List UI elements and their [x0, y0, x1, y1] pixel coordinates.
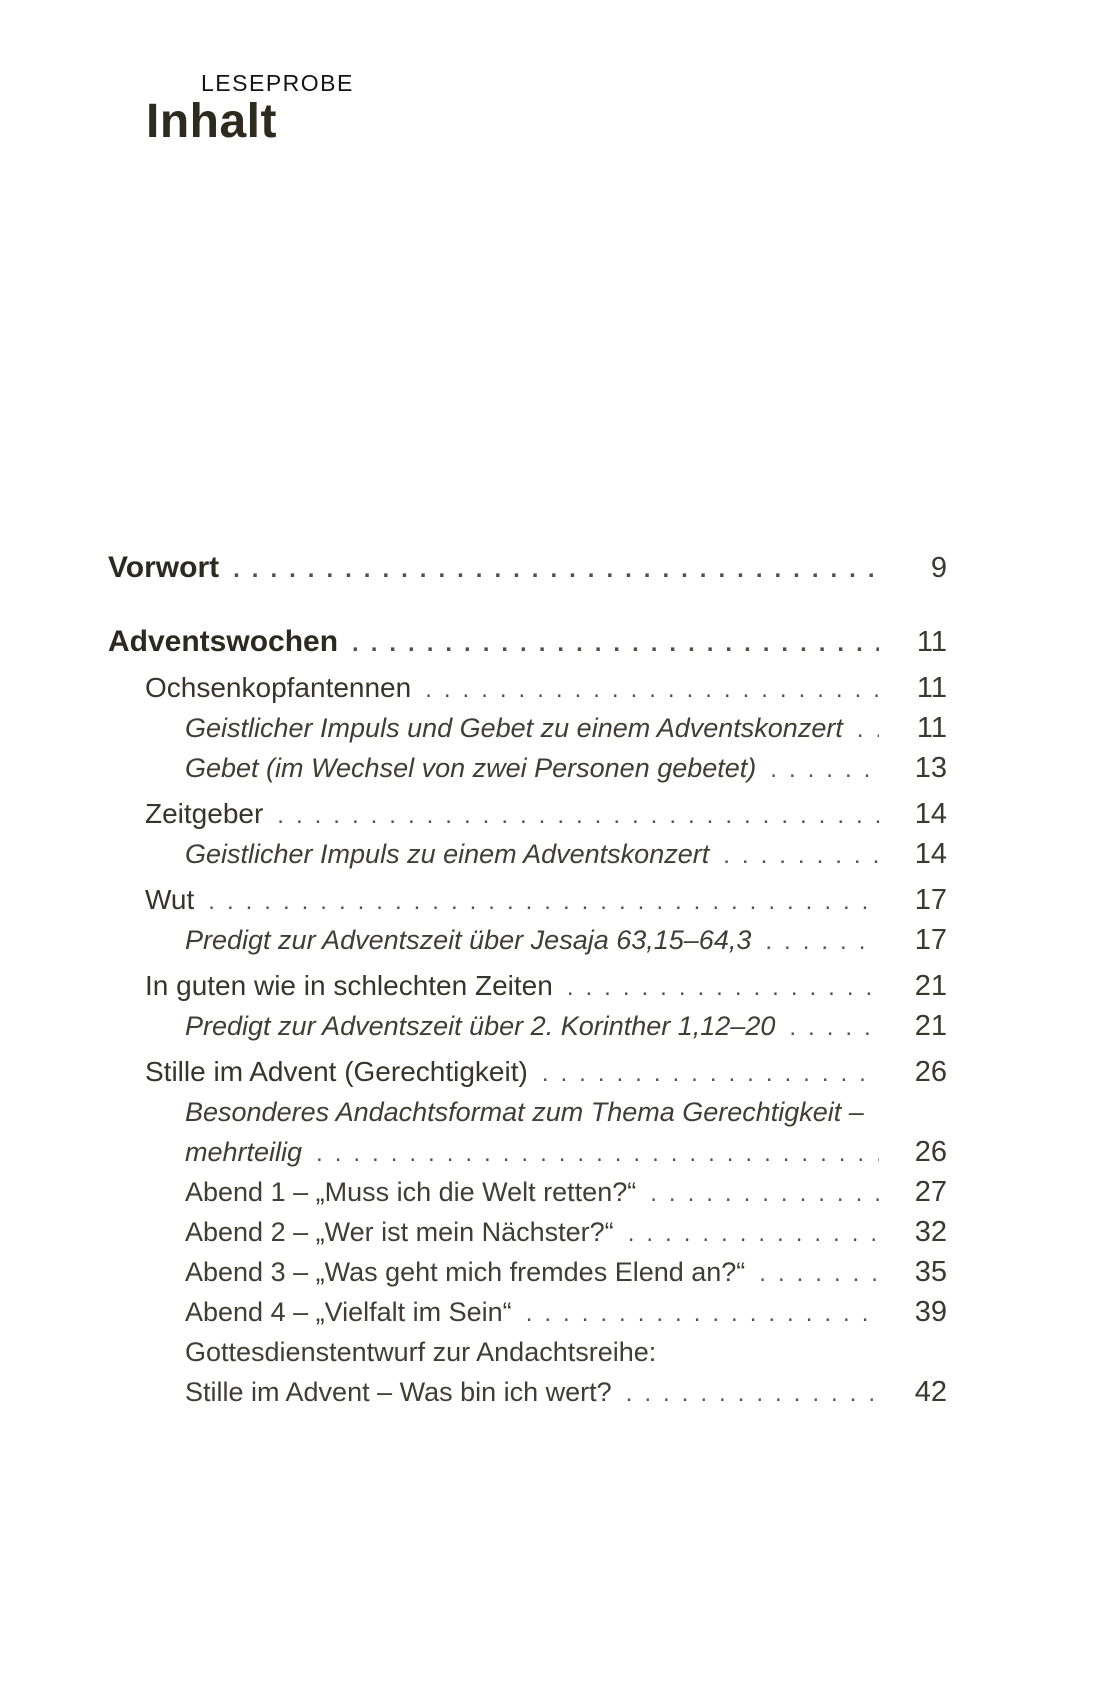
dot-leader [650, 1174, 879, 1214]
toc-entry-label: Wut [145, 884, 195, 915]
dot-leader [765, 922, 879, 962]
toc-entry-label: Stille im Advent (Gerechtigkeit) [145, 1056, 528, 1087]
toc-page-number: 21 [914, 1010, 947, 1042]
toc-entry-label: Gebet (im Wechsel von zwei Personen gebetet) [185, 753, 757, 783]
dot-leader [316, 1134, 879, 1174]
toc-row [108, 548, 947, 588]
toc-entry-label: mehrteilig [185, 1137, 303, 1167]
toc-row [108, 622, 947, 662]
toc-page-number: 26 [914, 1056, 947, 1088]
toc-row [108, 1006, 947, 1046]
toc-row [108, 966, 947, 1006]
toc-entry-label: Abend 4 – „Vielfalt im Sein“ [185, 1297, 512, 1327]
toc-row [108, 920, 947, 960]
toc-entry-label: Zeitgeber [145, 798, 264, 829]
dot-leader [277, 796, 879, 836]
toc-page-number: 14 [914, 798, 947, 830]
toc-page-number: 17 [914, 924, 947, 956]
eyebrow-label: LESEPROBE [201, 70, 354, 96]
dot-leader [628, 1214, 879, 1254]
dot-leader [759, 1254, 879, 1294]
toc-page-number: 17 [914, 884, 947, 916]
toc-row [108, 1172, 947, 1212]
dot-leader [626, 1374, 879, 1414]
toc-page-number: 11 [916, 626, 947, 658]
toc-entry-label: Predigt zur Adventszeit über 2. Korinther 1,12–20 [185, 1011, 776, 1041]
toc-row [108, 668, 947, 708]
dot-leader [425, 670, 879, 710]
page-title: Inhalt [146, 95, 277, 148]
toc-page-number: 13 [914, 752, 947, 784]
toc-row [108, 1332, 947, 1372]
dot-leader [526, 1294, 879, 1334]
toc-page-number: 26 [914, 1136, 947, 1168]
toc-entry-label: Predigt zur Adventszeit über Jesaja 63,15–64,3 [185, 925, 752, 955]
toc-entry-label: Besonderes Andachtsformat zum Thema Gerechtigkeit – [185, 1097, 864, 1127]
toc-row [108, 708, 947, 748]
toc-page-number: 11 [916, 672, 947, 704]
toc-row [108, 834, 947, 874]
dot-leader [352, 624, 879, 664]
toc-page-number: 42 [914, 1376, 947, 1408]
toc-row [108, 1092, 947, 1132]
dot-leader [542, 1054, 879, 1094]
toc-page-number: 27 [914, 1176, 947, 1208]
toc-page-number: 9 [930, 552, 947, 584]
toc-row [108, 794, 947, 834]
toc-entry-label: Stille im Advent – Was bin ich wert? [185, 1377, 612, 1407]
toc-entry-label: Abend 2 – „Wer ist mein Nächster?“ [185, 1217, 614, 1247]
toc-row [108, 880, 947, 920]
toc-row [108, 748, 947, 788]
toc-row [108, 1212, 947, 1252]
toc-entry-label: Geistlicher Impuls und Gebet zu einem Adventskonzert [185, 713, 843, 743]
toc-row [108, 1132, 947, 1172]
dot-leader [567, 968, 879, 1008]
toc-row [108, 1372, 947, 1412]
toc-entry-label: Abend 3 – „Was geht mich fremdes Elend an?“ [185, 1257, 746, 1287]
dot-leader [770, 750, 879, 790]
table-of-contents [108, 548, 947, 1412]
toc-entry-label: Ochsenkopfantennen [145, 672, 412, 703]
toc-entry-label: Vorwort [108, 551, 220, 584]
dot-leader [723, 836, 879, 876]
toc-entry-label: Abend 1 – „Muss ich die Welt retten?“ [185, 1177, 637, 1207]
toc-entry-label: Adventswochen [108, 625, 339, 658]
toc-page-number: 14 [914, 838, 947, 870]
dot-leader [233, 550, 879, 590]
toc-page-number: 35 [914, 1256, 947, 1288]
toc-row [108, 1252, 947, 1292]
toc-page-number: 32 [914, 1216, 947, 1248]
toc-entry-label: In guten wie in schlechten Zeiten [145, 970, 553, 1001]
dot-leader [208, 882, 879, 922]
toc-page-number: 21 [914, 970, 947, 1002]
toc-page-number: 11 [916, 712, 947, 744]
dot-leader [789, 1008, 879, 1048]
toc-entry-label: Geistlicher Impuls zu einem Adventskonzert [185, 839, 710, 869]
toc-row [108, 1292, 947, 1332]
toc-page-number: 39 [914, 1296, 947, 1328]
dot-leader [857, 710, 879, 750]
toc-row [108, 1052, 947, 1092]
toc-entry-label: Gottesdienstentwurf zur Andachtsreihe: [185, 1337, 657, 1367]
